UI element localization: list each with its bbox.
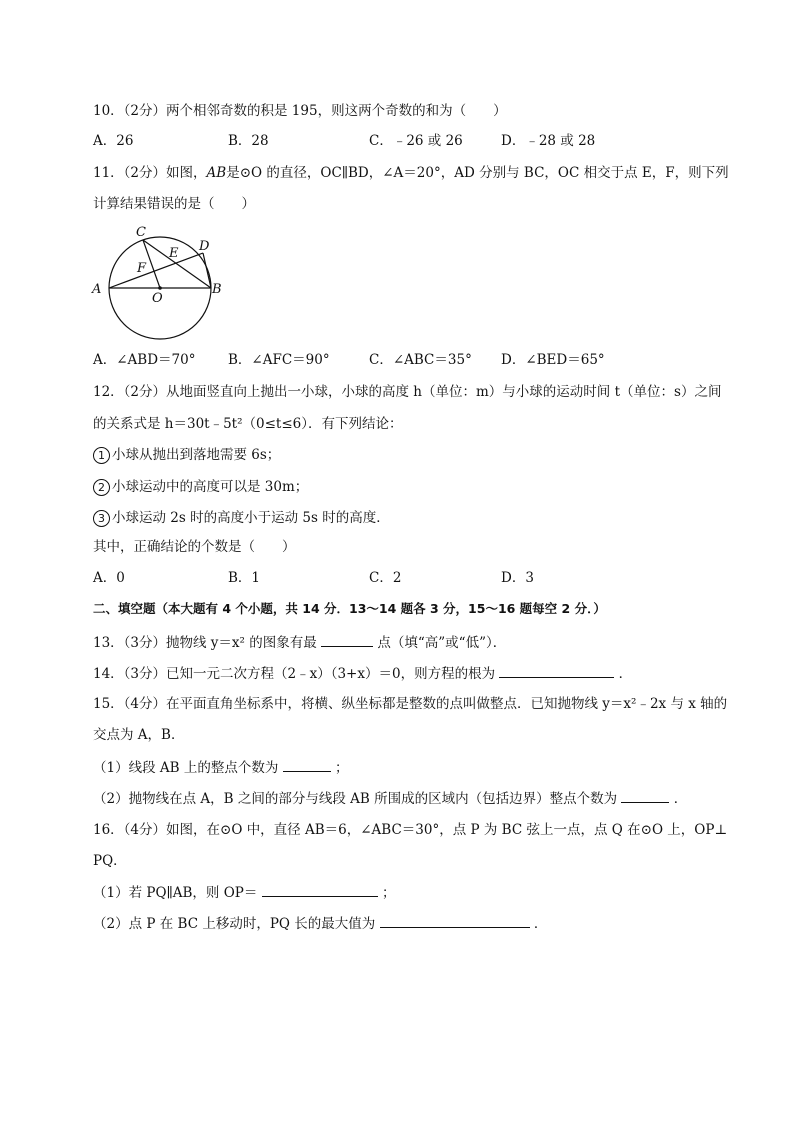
q11-stem-prefix: 11．（2分）如图，: [93, 165, 207, 181]
q16-sub1-answer-blank[interactable]: [262, 882, 378, 897]
center-point: [158, 286, 162, 290]
q11-circle-figure: [88, 222, 236, 346]
q15-stem-line2: 交点为 A，B．: [93, 727, 185, 743]
q11-option-b: B．∠AFC＝90°: [228, 352, 330, 368]
q13-stem: 13．（3分）抛物线 y＝x² 的图象有最: [93, 635, 317, 651]
label-o: O: [152, 291, 163, 306]
q11-stem-rest: 是⊙O 的直径，OC∥BD，∠A＝20°，AD 分别与 BC，OC 相交于点 E，F，则下列: [226, 165, 729, 181]
q11-option-a: A．∠ABD＝70°: [93, 352, 196, 368]
q11-stem-line1: 11．（2分）如图，AB是⊙O 的直径，OC∥BD，∠A＝20°，AD 分别与 BC，OC 相交于点 E，F，则下列: [93, 165, 729, 181]
q13-stem-end: 点（填“高”或“低”）．: [377, 635, 507, 651]
q16-sub1: [93, 882, 395, 903]
q12-item-1: [93, 445, 280, 465]
label-a: A: [92, 282, 102, 297]
q12-item-3: [93, 508, 390, 528]
q15-stem-line1: 15．（4分）在平面直角坐标系中，将横、纵坐标都是整数的点叫做整点．已知抛物线 y＝x²﹣2x 与 x 轴的: [93, 696, 728, 712]
circled-number-3: 3: [93, 510, 110, 527]
q12-item-1-text: 小球从抛出到落地需要 6s；: [112, 447, 281, 463]
q15-sub2: [93, 788, 687, 809]
q12-stem-line2: 的关系式是 h＝30t﹣5t²（0≤t≤6）．有下列结论：: [93, 416, 403, 432]
q10-option-c: C．﹣26 或 26: [369, 133, 463, 149]
q12-option-d: D．3: [501, 570, 534, 586]
q12-option-a: A．0: [93, 570, 125, 586]
q15-sub2-answer-blank[interactable]: [621, 788, 669, 803]
q11-option-c: C．∠ABC＝35°: [369, 352, 472, 368]
q13: [93, 632, 506, 653]
q15-sub2-end: ．: [673, 791, 688, 807]
q14-stem-end: ．: [618, 666, 633, 682]
q16-sub2-answer-blank[interactable]: [380, 913, 530, 928]
q12-stem-line1: 12．（2分）从地面竖直向上抛出一小球，小球的高度 h（单位：m）与小球的运动时间 t（单位：s）之间: [93, 384, 722, 400]
circled-number-2: 2: [93, 479, 110, 496]
q14-answer-blank[interactable]: [499, 663, 614, 678]
q16-sub2-stem: （2）点 P 在 BC 上移动时，PQ 长的最大值为: [93, 916, 376, 932]
chord-ad: [109, 253, 203, 288]
q12-question: 其中，正确结论的个数是（ ）: [93, 539, 296, 555]
q13-answer-blank[interactable]: [321, 632, 373, 647]
q10-option-d: D．﹣28 或 28: [501, 133, 596, 149]
q12-option-b: B．1: [228, 570, 261, 586]
q14-stem: 14．（3分）已知一元二次方程（2﹣x）（3+x）＝0，则方程的根为: [93, 666, 496, 682]
section-fill-in-heading: 二、填空题（本大题有 4 个小题，共 14 分．13～14 题各 3 分，15～16 题每空 2 分．）: [93, 601, 606, 616]
q12-item-2: [93, 477, 308, 497]
q16-sub2: [93, 913, 547, 934]
q11-option-d: D．∠BED＝65°: [501, 352, 605, 368]
q10-option-a: A．26: [93, 133, 134, 149]
label-b: B: [212, 282, 222, 297]
circled-number-1: 1: [93, 447, 110, 464]
label-e: E: [169, 246, 179, 261]
q12-item-3-text: 小球运动 2s 时的高度小于运动 5s 时的高度．: [112, 510, 390, 526]
q11-stem-line2: 计算结果错误的是（ ）: [93, 196, 255, 212]
q10-option-b: B．28: [228, 133, 269, 149]
q12-option-c: C．2: [369, 570, 402, 586]
q15-sub1-answer-blank[interactable]: [283, 757, 331, 772]
q14: [93, 663, 632, 684]
q16-sub1-end: ；: [381, 885, 396, 901]
q12-item-2-text: 小球运动中的高度可以是 30m；: [112, 479, 309, 495]
label-c: C: [136, 225, 146, 240]
q10-stem: 10．（2分）两个相邻奇数的积是 195，则这两个奇数的和为（ ）: [93, 103, 507, 119]
q16-stem-line2: PQ．: [93, 853, 127, 869]
q15-sub1-end: ；: [334, 760, 349, 776]
q16-stem-line1: 16．（4分）如图，在⊙O 中，直径 AB＝6，∠ABC＝30°，点 P 为 BC 弦上一点，点 Q 在⊙O 上，OP⊥: [93, 822, 728, 838]
q15-sub2-stem: （2）抛物线在点 A，B 之间的部分与线段 AB 所围成的区域内（包括边界）整点个数为: [93, 791, 618, 807]
q15-sub1-stem: （1）线段 AB 上的整点个数为: [93, 760, 279, 776]
q15-sub1: [93, 757, 348, 778]
q16-sub1-stem: （1）若 PQ∥AB，则 OP＝: [93, 885, 258, 901]
q16-sub2-end: ．: [533, 916, 548, 932]
label-f: F: [137, 261, 147, 276]
label-d: D: [199, 239, 210, 254]
